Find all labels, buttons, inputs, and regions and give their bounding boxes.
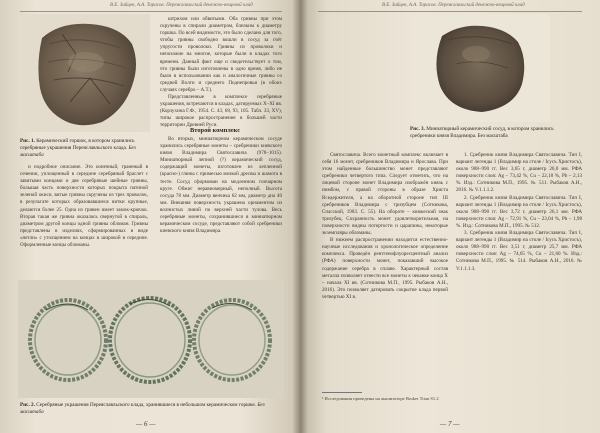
header-rule	[20, 11, 282, 12]
text-column-left	[20, 164, 148, 249]
catalog-item: 3. Сребреник князя Владимира Святославича. Тип I, вариант легенды 1 (Владимир на столе / Ісусъ Христосъ), около 988–990 гг. Вес 3,51 г, диаметр 25,7 мм. РФА поверхности слоя: Ag – 74,05 %, Cu – 21,60 %. Изд.: Сотникова М.П., 1995. № 514. Рыбаков А.Н., 2016. № V.1.1.1.3.	[456, 230, 582, 272]
catalog-item: 1. Сребреник князя Владимира Святославича. Тип I, вариант легенды 1 (Владимир на столе / Ісусъ Христосъ), около 988–990 гг. Вес 3,65 г, диаметр 26,0 мм. РФА поверхности слоя: Ag – 73,42 %, Cu – 22,18 %, Pb – 2,13 %. Изд.: Сотникова М.П., 1995. № 511. Рыбаков А.Н., 2016. № V.1.1.1.2.	[456, 152, 582, 194]
paragraph: и подробное описание. Это конечный, граненый в сечении, уплощенный в середине серебряный браслет с завитыми концами и две серебряные шейные гривны, большая часть поверхности которых покрыта патиной зеленой окиси, витые гривны скручены из трех проволок, в результате которых образовавшиеся витки крупные, делаются более 25. Одна из гривен имеет замок-крючок. Вторая такая же гривна оказалась свернутой в спираль, диаметром другой концы одной гривны обломан. Гривны представлены в изделиях, сформированных в виде «петли» с утолщением на концах и широкой в середине. Оформленные концы обломаны.	[20, 164, 148, 249]
footnote: ¹ Исследования проведены на анализаторе Bruker Titan S1.2	[322, 396, 439, 401]
paragraph: Святославича. Всего монетный комплекс включает в себя 16 монет, сребреников Владимира и Ярослава. При этом найденные большинство монет представляют сребреники четвертого типа. Следует отметить, что на лицевой стороне монет Владимира изображён князь с нимбом, с правой стороны в образе Христа Вседержителя, а на оборотной стороне тип III сребреников Владимира с тризубцем (Сотникова, Спасский, 1983. С. 55). На обороте – княжеский знак тризубец. Сохранность монет удовлетворительная, на поверхности видны потертости и царапины, некоторые экземпляры обломаны.	[322, 152, 448, 237]
page-number: — 7 —	[440, 420, 460, 428]
figure-3-caption-text: Миниатюрный керамический сосуд, в котором хранились сребреники князя Владимира. Без масштаба	[410, 126, 554, 139]
figure-2-neck-rings-photo	[18, 280, 284, 398]
figure-1-pot-photo	[20, 14, 150, 132]
paragraph: Во вторых, миниатюрном керамическом сосуде хранились серебряные монеты – сребреники киевского князя Владимира Святославича (978–1015). Миниатюрный лепной (?) керамический сосуд, содержащий монеты, изготовлен из лепленной (красно-) глины с примесью мелкой дресвы и шамота в тесте. Сосуд сформован на медленном гончарном круге. Обжиг неравномерный, неполный. Высота сосуда 78 мм. Диаметр венчика 62 мм, диаметр дна 40 мм. Внешняя поверхность украшена орнаментом из волнистых линий по верхней части тулова. Весь серебряные монеты, сохранившиеся в миниатюрном керамическом сосуде, представляют собой сребреники киевского князя Владимира.	[160, 136, 282, 235]
section-title: Второй комплекс	[190, 127, 241, 134]
figure-1-caption	[20, 138, 152, 159]
paragraph: Представленные в комплексе серебряные украшения, встречаются в кладах, датируемых X–XI вв. (Корзухина Г.Ф., 1954. С. 43, 68, 93, 105. Табл. 33, XV), типы широкое распространение в большей части территории Древней Руси.	[160, 94, 282, 129]
figure-1-caption-text: Керамический горшок, в котором хранились серебряные украшения Переяславльского клада.	[20, 138, 135, 151]
figure-1-caption-prefix: Рис. 1.	[20, 138, 35, 144]
figure-3-miniature-pot-photo	[410, 14, 550, 122]
figure-2-caption-text: Серебряные украшения Переяславльского клада, хранившиеся в небольшом керамическом горшке.	[36, 402, 257, 408]
figure-2-caption-scale: Без масштаба	[20, 402, 265, 415]
page-number: — 6 —	[136, 420, 156, 428]
text-column-right	[456, 152, 582, 273]
right-page	[300, 0, 600, 433]
figure-1-caption-scale: Без масштаба	[20, 145, 136, 158]
text-column-right	[160, 136, 282, 235]
paragraph: В нижнем распространении находится естественно-научные исследования и хронологическое определение комплекса. Проведён рентгенофлуоресцентный анализ (РФА) поверхности монет, показавший высокое содержание серебра в сплаве. Характерный состав металла позволяет отнести все монеты к чеканке конца X – начала XI вв. (Сотникова М.П., 1995. Рыбаков А.Н., 2016). Это позволяет датировать сокрытие клада первой четвертью XI в.	[322, 237, 448, 300]
figure-3-caption-prefix: Рис. 3.	[410, 126, 425, 132]
header-rule	[318, 11, 582, 12]
running-head: В.Е. Зайцев, А.А. Тарасов. Переяславльский денежно-вещевой клад	[110, 3, 253, 8]
running-head: В.Е. Зайцев, А.А. Тарасов. Переяславльский денежно-вещевой клад	[382, 3, 525, 8]
footnote-rule	[322, 392, 362, 393]
catalog-item: 2. Сребреник князя Владимира Святославича. Тип I, вариант легенды 1 (Владимир на столе / Ісусъ Христосъ), около 988–990 гг. Вес 3,72 г, диаметр 26,1 мм. РФА поверхности слоя: Ag – 72,91 %, Cu – 23,04 %, Pb – 1,98 %. Изд.: Сотникова М.П., 1995. № 512.	[456, 194, 582, 229]
paragraph: штрихом или обвитыми. Оба гривны при этом скручены в спирали диаметром, близким к диаметру горшка. По всей видимости, это было сделано для того, чтобы гривны свободно вошли в сосуд за счёт упругости проволоки. Гривны из проволоки и непохожие на многие, которые были в кладах того времени. Данный факт еще и свидетельствует о том, что гривны были изготовлены в одно время, либо не были в использовании как и аналогичные гривны со средней Волги и среднего Поднепровья (в обоих случаях серебро – А.Т.).	[160, 16, 282, 93]
text-column-top-right	[160, 16, 282, 130]
figure-2-caption-prefix: Рис. 2.	[20, 402, 35, 408]
text-column-left	[322, 152, 448, 301]
figure-3-caption	[410, 126, 580, 140]
figure-2-caption	[20, 402, 282, 416]
